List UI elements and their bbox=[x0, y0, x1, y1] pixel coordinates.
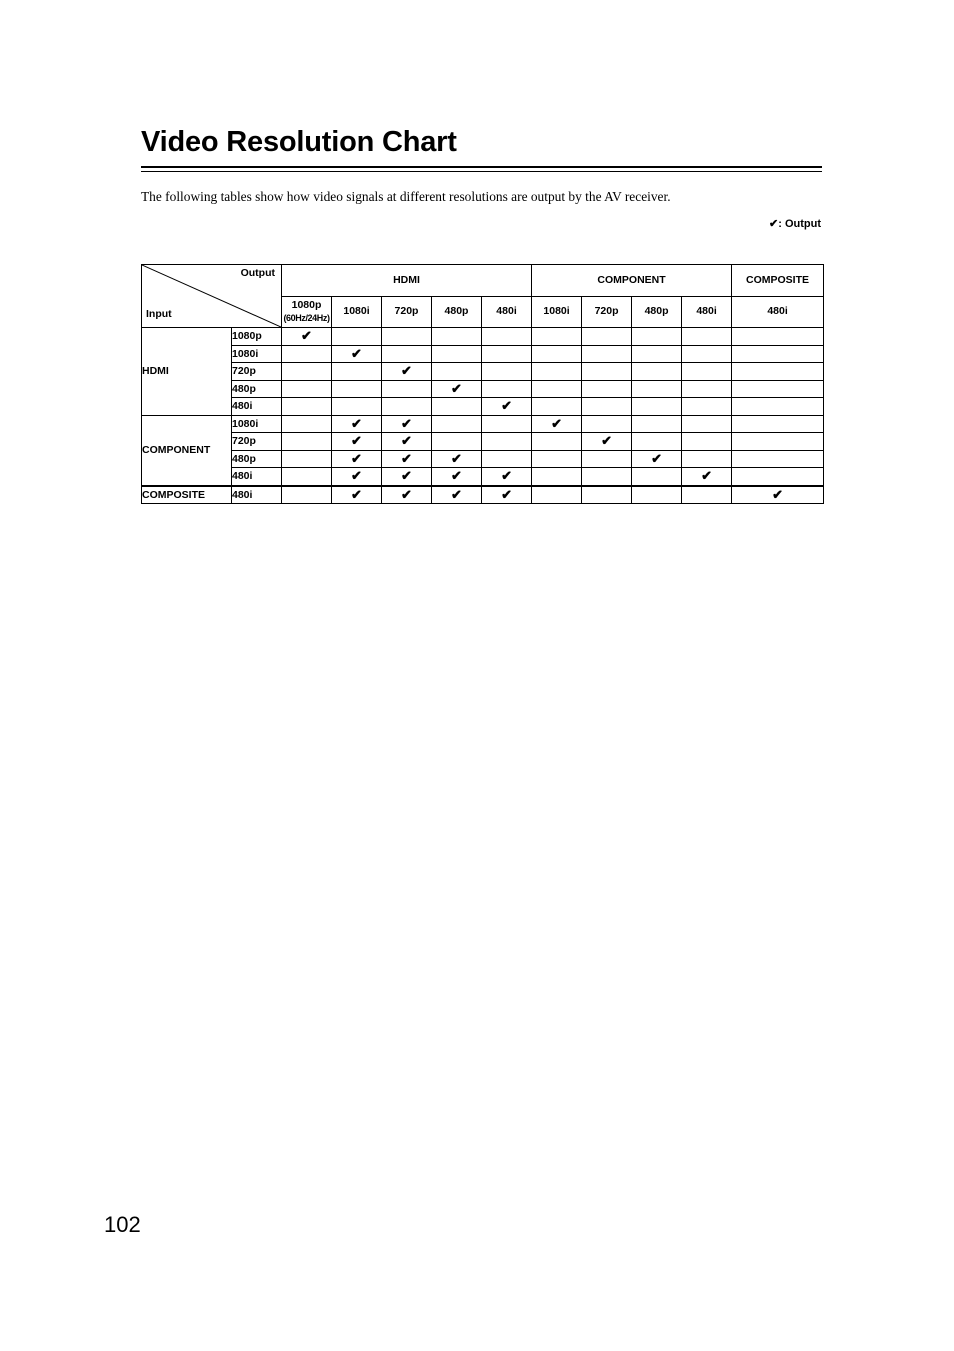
input-resolution-label: 720p bbox=[232, 363, 282, 381]
output-column-header bbox=[282, 296, 332, 328]
output-check-cell: ✔ bbox=[582, 433, 632, 451]
output-check-cell bbox=[632, 363, 682, 381]
output-check-cell: ✔ bbox=[332, 345, 382, 363]
output-check-cell bbox=[732, 328, 824, 346]
output-check-cell bbox=[632, 468, 682, 486]
output-column-label: 480p bbox=[444, 305, 469, 318]
table-row bbox=[142, 468, 824, 486]
title-rule-thin bbox=[141, 171, 822, 172]
output-check-cell bbox=[682, 363, 732, 381]
output-check-cell bbox=[732, 380, 824, 398]
output-check-cell: ✔ bbox=[482, 398, 532, 416]
output-check-cell bbox=[582, 415, 632, 433]
table-row bbox=[142, 328, 824, 346]
output-check-cell bbox=[582, 398, 632, 416]
output-check-cell bbox=[382, 398, 432, 416]
input-group-label: COMPONENT bbox=[142, 415, 232, 486]
output-check-cell: ✔ bbox=[532, 415, 582, 433]
output-check-cell: ✔ bbox=[432, 450, 482, 468]
output-check-cell bbox=[432, 415, 482, 433]
output-check-cell bbox=[632, 328, 682, 346]
output-column-header bbox=[482, 296, 532, 328]
output-check-cell bbox=[482, 450, 532, 468]
output-check-cell bbox=[732, 433, 824, 451]
corner-output-label: Output bbox=[240, 267, 275, 279]
output-check-cell bbox=[532, 468, 582, 486]
input-group-label: HDMI bbox=[142, 328, 232, 416]
output-check-cell: ✔ bbox=[282, 328, 332, 346]
corner-header bbox=[142, 265, 282, 328]
output-check-cell bbox=[282, 433, 332, 451]
input-resolution-label: 480i bbox=[232, 486, 282, 504]
output-check-cell bbox=[582, 328, 632, 346]
output-column-label: 720p bbox=[394, 305, 419, 318]
table-row bbox=[142, 380, 824, 398]
output-column-header bbox=[382, 296, 432, 328]
output-column-label: 480i bbox=[767, 305, 788, 318]
output-check-cell bbox=[432, 345, 482, 363]
output-check-cell bbox=[532, 450, 582, 468]
output-check-cell bbox=[482, 433, 532, 451]
output-check-cell bbox=[732, 398, 824, 416]
input-resolution-label: 480i bbox=[232, 398, 282, 416]
output-check-cell bbox=[582, 380, 632, 398]
output-check-cell bbox=[732, 363, 824, 381]
output-check-cell bbox=[532, 380, 582, 398]
output-check-cell bbox=[332, 380, 382, 398]
output-column-note: (60Hz/24Hz) bbox=[283, 312, 330, 323]
output-check-cell bbox=[532, 345, 582, 363]
output-check-cell bbox=[682, 486, 732, 504]
output-check-cell bbox=[482, 328, 532, 346]
output-check-cell bbox=[432, 363, 482, 381]
output-check-cell bbox=[532, 363, 582, 381]
output-column-label: 720p bbox=[594, 305, 619, 318]
output-check-cell bbox=[282, 450, 332, 468]
output-check-cell bbox=[632, 486, 682, 504]
page-number: 102 bbox=[104, 1212, 141, 1237]
output-check-cell: ✔ bbox=[332, 486, 382, 504]
output-check-cell bbox=[332, 363, 382, 381]
output-check-cell: ✔ bbox=[382, 363, 432, 381]
table-row bbox=[142, 486, 824, 504]
output-column-header bbox=[332, 296, 382, 328]
output-check-cell: ✔ bbox=[332, 433, 382, 451]
output-check-cell: ✔ bbox=[382, 486, 432, 504]
intro-text: The following tables show how video signals at different resolutions are output by the AV receiver. bbox=[141, 189, 671, 204]
output-column-label: 480i bbox=[496, 305, 517, 318]
title-rule bbox=[141, 166, 822, 168]
output-check-cell: ✔ bbox=[382, 468, 432, 486]
output-check-cell bbox=[532, 486, 582, 504]
output-column-label: 1080i bbox=[343, 305, 370, 318]
output-check-cell bbox=[382, 328, 432, 346]
output-check-cell bbox=[282, 345, 332, 363]
output-check-cell bbox=[732, 345, 824, 363]
input-resolution-label: 1080p bbox=[232, 328, 282, 346]
output-column-label: 480i bbox=[696, 305, 717, 318]
output-check-cell bbox=[582, 468, 632, 486]
output-check-cell bbox=[632, 345, 682, 363]
output-check-cell bbox=[732, 450, 824, 468]
output-check-cell bbox=[282, 380, 332, 398]
output-column-header bbox=[532, 296, 582, 328]
input-resolution-label: 480p bbox=[232, 380, 282, 398]
output-check-cell bbox=[732, 468, 824, 486]
output-check-cell: ✔ bbox=[432, 486, 482, 504]
output-column-header bbox=[582, 296, 632, 328]
output-group-hdmi: HDMI bbox=[282, 265, 532, 297]
output-group-component: COMPONENT bbox=[532, 265, 732, 297]
table-row bbox=[142, 345, 824, 363]
output-check-cell bbox=[282, 486, 332, 504]
output-check-cell bbox=[632, 398, 682, 416]
output-check-cell: ✔ bbox=[332, 450, 382, 468]
output-check-cell bbox=[682, 328, 732, 346]
output-column-header bbox=[682, 296, 732, 328]
output-check-cell: ✔ bbox=[482, 486, 532, 504]
output-column-header bbox=[632, 296, 682, 328]
input-resolution-label: 1080i bbox=[232, 345, 282, 363]
output-check-cell bbox=[682, 380, 732, 398]
output-check-cell bbox=[382, 345, 432, 363]
video-resolution-table bbox=[141, 264, 824, 504]
output-check-cell bbox=[632, 433, 682, 451]
output-check-cell bbox=[682, 345, 732, 363]
output-check-cell: ✔ bbox=[432, 380, 482, 398]
output-check-cell bbox=[582, 363, 632, 381]
output-check-cell bbox=[332, 398, 382, 416]
input-resolution-label: 480i bbox=[232, 468, 282, 486]
output-column-label: 480p bbox=[644, 305, 669, 318]
table-row bbox=[142, 398, 824, 416]
output-check-cell: ✔ bbox=[382, 415, 432, 433]
output-check-cell: ✔ bbox=[632, 450, 682, 468]
output-check-cell: ✔ bbox=[432, 468, 482, 486]
output-check-cell bbox=[682, 398, 732, 416]
output-check-cell bbox=[532, 433, 582, 451]
output-check-cell bbox=[582, 450, 632, 468]
output-check-cell bbox=[432, 433, 482, 451]
output-check-cell bbox=[282, 363, 332, 381]
output-check-cell: ✔ bbox=[732, 486, 824, 504]
table-row bbox=[142, 363, 824, 381]
output-check-cell bbox=[332, 328, 382, 346]
output-check-cell: ✔ bbox=[332, 415, 382, 433]
output-check-cell bbox=[482, 415, 532, 433]
output-check-cell bbox=[732, 415, 824, 433]
output-check-cell bbox=[532, 328, 582, 346]
input-resolution-label: 480p bbox=[232, 450, 282, 468]
output-check-cell bbox=[582, 486, 632, 504]
table-row bbox=[142, 415, 824, 433]
output-check-cell bbox=[482, 345, 532, 363]
output-column-label: 1080p bbox=[291, 298, 322, 311]
output-check-cell bbox=[282, 398, 332, 416]
table-row bbox=[142, 450, 824, 468]
output-check-cell bbox=[482, 380, 532, 398]
output-check-cell bbox=[432, 328, 482, 346]
output-check-cell: ✔ bbox=[332, 468, 382, 486]
output-check-cell: ✔ bbox=[682, 468, 732, 486]
output-check-cell bbox=[682, 433, 732, 451]
output-column-header bbox=[732, 296, 824, 328]
output-check-cell bbox=[282, 468, 332, 486]
output-check-cell bbox=[632, 380, 682, 398]
output-column-header bbox=[432, 296, 482, 328]
output-check-cell bbox=[582, 345, 632, 363]
output-group-composite: COMPOSITE bbox=[732, 265, 824, 297]
output-check-cell bbox=[432, 398, 482, 416]
page-title: Video Resolution Chart bbox=[141, 126, 457, 158]
output-check-cell bbox=[532, 398, 582, 416]
output-check-cell bbox=[382, 380, 432, 398]
output-check-cell: ✔ bbox=[382, 433, 432, 451]
output-check-cell bbox=[682, 450, 732, 468]
output-check-cell bbox=[282, 415, 332, 433]
table-row bbox=[142, 433, 824, 451]
output-check-cell bbox=[632, 415, 682, 433]
output-check-cell: ✔ bbox=[482, 468, 532, 486]
output-column-label: 1080i bbox=[543, 305, 570, 318]
input-resolution-label: 1080i bbox=[232, 415, 282, 433]
output-check-cell bbox=[682, 415, 732, 433]
input-group-label: COMPOSITE bbox=[142, 486, 232, 504]
chart-body bbox=[142, 328, 824, 504]
legend-output: ✔: Output bbox=[769, 218, 821, 230]
input-resolution-label: 720p bbox=[232, 433, 282, 451]
output-check-cell: ✔ bbox=[382, 450, 432, 468]
output-check-cell bbox=[482, 363, 532, 381]
corner-input-label: Input bbox=[146, 308, 172, 320]
